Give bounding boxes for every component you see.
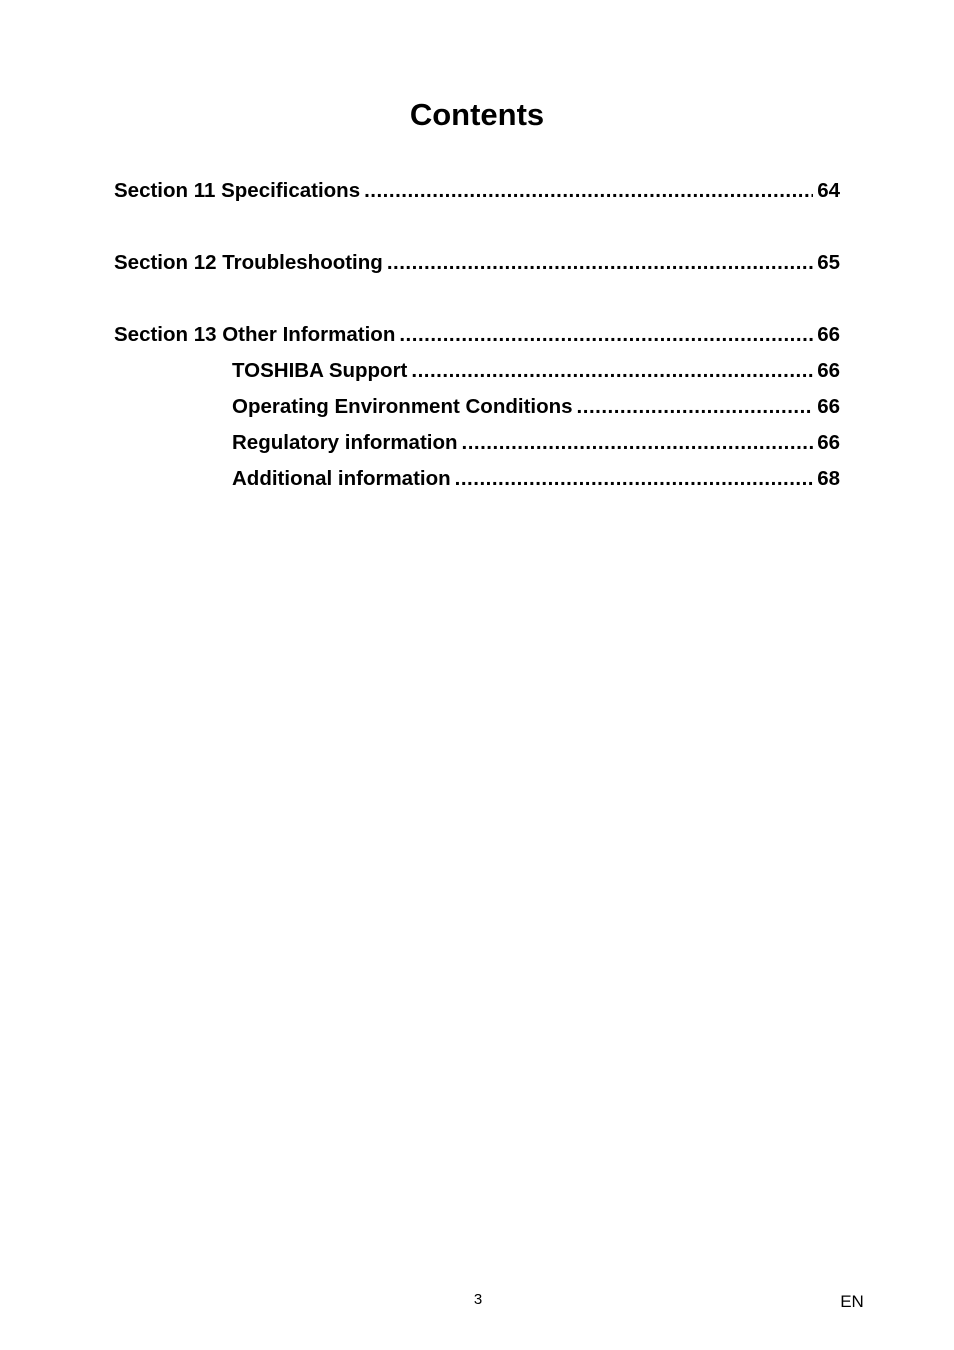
language-code: EN: [840, 1292, 864, 1311]
toc-entry-label: Section 12 Troubleshooting: [114, 251, 383, 274]
toc-entry-label: Section 11 Specifications: [114, 179, 361, 202]
toc-entry-label: Operating Environment Conditions: [232, 395, 573, 418]
toc-dot-leader: [411, 357, 813, 385]
page-number: 3: [473, 1291, 483, 1308]
toc-entry-operating-environment[interactable]: [232, 393, 840, 421]
toc-entry-section-13[interactable]: [114, 321, 840, 349]
toc-entry-page: 66: [817, 359, 840, 382]
toc-entry-section-11[interactable]: [114, 177, 840, 205]
toc-entry-label: Additional information: [232, 467, 451, 490]
toc-entry-label: TOSHIBA Support: [232, 359, 408, 382]
toc-entry-label: Regulatory information: [232, 431, 458, 454]
toc-entry-page: 66: [817, 395, 840, 418]
toc-entry-page: 64: [817, 179, 840, 202]
toc-entry-section-12[interactable]: [114, 249, 840, 277]
toc-entry-page: 68: [817, 467, 840, 490]
toc-dot-leader: [462, 429, 814, 457]
toc-dot-leader: [399, 321, 813, 349]
toc-dot-leader: [364, 177, 813, 205]
toc-entry-label: Section 13 Other Information: [114, 323, 396, 346]
toc-entry-page: 66: [817, 323, 840, 346]
toc-entry-additional-information[interactable]: [232, 465, 840, 493]
toc-entry-page: 66: [817, 431, 840, 454]
toc-dot-leader: [387, 249, 813, 277]
toc-entry-regulatory-information[interactable]: [232, 429, 840, 457]
toc-entry-page: 65: [817, 251, 840, 274]
toc-dot-leader: [455, 465, 814, 493]
toc-entry-toshiba-support[interactable]: [232, 357, 840, 385]
page-title: Contents: [409, 97, 545, 132]
toc-dot-leader: [577, 393, 814, 421]
